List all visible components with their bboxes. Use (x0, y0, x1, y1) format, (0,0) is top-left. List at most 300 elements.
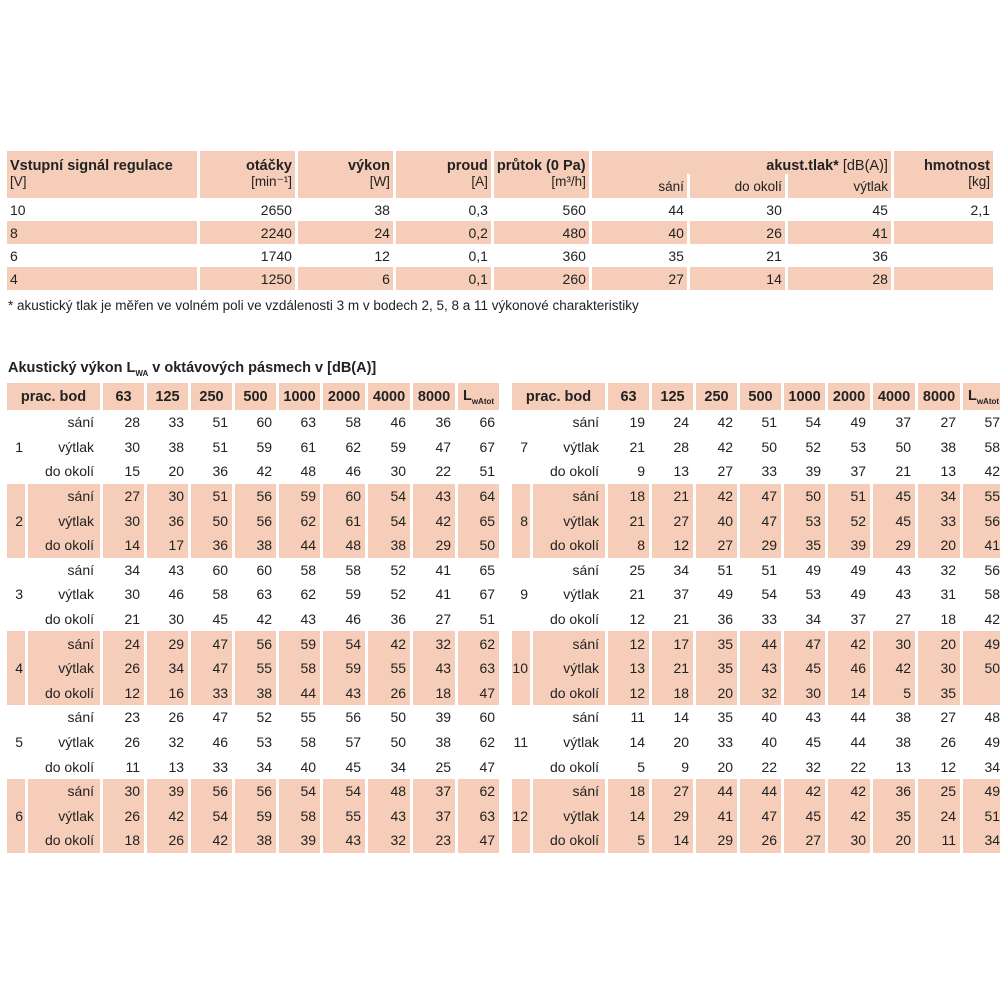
table-cell: 53 (805, 512, 822, 529)
table-row (512, 484, 1000, 509)
table-cell: 42 (168, 807, 185, 824)
octave-table-left (4, 383, 502, 853)
point-number (512, 681, 530, 706)
table-cell: 13 (673, 463, 690, 480)
table-cell: 39 (805, 463, 822, 480)
table-cell: 51 (761, 414, 778, 431)
table-cell: 12 (124, 684, 141, 701)
table-cell: 24 (298, 221, 393, 244)
table-cell: 38 (895, 709, 912, 726)
table-cell: 18 (124, 832, 141, 849)
table-cell: 27 (895, 611, 912, 628)
table-cell: 42 (717, 488, 734, 505)
table-cell: 30 (168, 611, 185, 628)
table-cell: 34 (805, 611, 822, 628)
table-cell: 30 (124, 586, 141, 603)
table-cell: 40 (592, 221, 687, 244)
table-cell: 58 (984, 586, 1000, 603)
row-label: výtlak (58, 586, 95, 603)
table-row (7, 508, 499, 533)
row-label: do okolí (549, 684, 600, 701)
table-cell: 42 (256, 611, 273, 628)
table-cell: 27 (673, 783, 690, 800)
table-cell: 14 (673, 709, 690, 726)
table-cell: 34 (673, 561, 690, 578)
row-label: výtlak (58, 660, 95, 677)
row-label: do okolí (549, 463, 600, 480)
row-label: výtlak (563, 734, 600, 751)
table-cell: 59 (256, 807, 273, 824)
band-header: 63 (103, 383, 144, 410)
table-cell: 61 (300, 438, 317, 455)
table-cell: 4 (7, 267, 197, 290)
table-cell: 27 (940, 709, 957, 726)
table-cell: 5 (637, 758, 646, 775)
table-cell: 38 (435, 734, 452, 751)
table-row (512, 754, 1000, 779)
table-cell: 0,2 (396, 221, 491, 244)
table-cell: 21 (895, 463, 912, 480)
row-label: do okolí (44, 832, 95, 849)
table-cell: 28 (124, 414, 141, 431)
table-cell: 59 (300, 488, 317, 505)
table-row (512, 656, 1000, 681)
table-cell: 50 (390, 709, 407, 726)
row-label: sání (67, 709, 95, 726)
section-title (8, 360, 376, 378)
table-row (512, 779, 1000, 804)
table-cell: 51 (479, 611, 496, 628)
table-cell: 38 (256, 684, 273, 701)
point-number (512, 631, 530, 656)
table-cell: 54 (805, 414, 822, 431)
table-cell: 22 (761, 758, 778, 775)
table-cell: 51 (984, 807, 1000, 824)
table-cell: 0,1 (468, 247, 488, 264)
table-cell: 21 (629, 512, 646, 529)
table-cell: 21 (673, 660, 690, 677)
table-cell: 18 (629, 488, 646, 505)
table-cell: 41 (435, 586, 452, 603)
table-cell: 30 (124, 783, 141, 800)
table-cell (894, 267, 993, 290)
table-cell: 32 (805, 758, 822, 775)
table-cell: 47 (805, 635, 822, 652)
octave-header-row (7, 383, 499, 410)
weight-header: hmotnost (894, 151, 993, 174)
octave-body-right (512, 410, 1000, 853)
table-cell: 29 (717, 832, 734, 849)
point-number: 1 (15, 438, 23, 455)
band-header: 500 (740, 383, 781, 410)
sani-subheader: sání (592, 174, 687, 198)
lwatot-header (458, 383, 499, 410)
table-cell: 56 (212, 783, 229, 800)
table-cell: 11 (941, 832, 957, 849)
table-cell: 53 (256, 734, 273, 751)
table-cell: 29 (168, 635, 185, 652)
table-cell: 46 (390, 414, 407, 431)
table-cell: 6 (298, 267, 393, 290)
table-cell: 29 (761, 537, 778, 554)
table-cell: 1740 (260, 247, 292, 264)
power-unit: [W] (298, 174, 393, 198)
row-label: do okolí (549, 537, 600, 554)
table-cell: 33 (761, 463, 778, 480)
table-cell: 52 (390, 586, 407, 603)
table-row (512, 631, 1000, 656)
band-header: 2000 (828, 383, 870, 410)
table-cell: 63 (256, 586, 273, 603)
table-cell: 26 (124, 807, 141, 824)
table-cell: 45 (872, 201, 888, 218)
table-cell: 50 (895, 438, 912, 455)
table-cell: 45 (805, 807, 822, 824)
table-cell: 5 (637, 832, 646, 849)
table-cell: 19 (629, 414, 646, 431)
table-cell: 49 (850, 561, 867, 578)
signal-unit: [V] (7, 174, 197, 198)
table-cell: 55 (256, 660, 273, 677)
table-cell: 24 (124, 635, 141, 652)
octave-table-right (509, 383, 1000, 853)
table-cell: 47 (761, 512, 778, 529)
table-cell: 2,1 (970, 201, 990, 218)
table-cell: 42 (895, 660, 912, 677)
table-cell: 43 (300, 611, 317, 628)
table-row (7, 435, 499, 460)
table-cell: 27 (435, 611, 452, 628)
table-cell: 47 (761, 488, 778, 505)
table-cell: 20 (940, 537, 957, 554)
row-label: výtlak (563, 660, 600, 677)
table-cell: 62 (479, 734, 496, 751)
table-row (512, 508, 1000, 533)
point-number: 5 (15, 734, 23, 751)
table-cell (963, 681, 1000, 706)
table-row (512, 435, 1000, 460)
row-label: do okolí (549, 832, 600, 849)
table-cell: 56 (256, 488, 273, 505)
table-cell: 47 (212, 635, 229, 652)
table-cell: 51 (212, 414, 229, 431)
table-cell: 51 (761, 561, 778, 578)
table-cell: 35 (668, 247, 684, 264)
table-cell: 32 (761, 684, 778, 701)
table-cell: 27 (940, 414, 957, 431)
table-cell: 2240 (200, 221, 295, 244)
table-cell: 33 (717, 734, 734, 751)
flow-unit: [m³/h] (494, 174, 589, 198)
table-row (512, 558, 1000, 583)
table-row (7, 244, 993, 267)
table-cell: 42 (717, 414, 734, 431)
table-cell: 46 (168, 586, 185, 603)
table-cell: 14 (690, 267, 785, 290)
table-cell: 24 (940, 807, 957, 824)
table-cell: 42 (390, 635, 407, 652)
band-header: 63 (608, 383, 649, 410)
table-cell: 42 (984, 611, 1000, 628)
point-number: 3 (15, 586, 23, 603)
table-cell: 37 (435, 807, 452, 824)
section-title-post: v oktávových pásmech v [dB(A)] (148, 360, 377, 376)
table-cell: 21 (124, 611, 141, 628)
point-number (512, 410, 530, 435)
table-cell: 24 (673, 414, 690, 431)
point-number (512, 779, 530, 804)
table-cell: 58 (345, 414, 362, 431)
table-cell: 29 (895, 537, 912, 554)
table-cell: 27 (124, 488, 141, 505)
table-cell: 50 (984, 660, 1000, 677)
table-cell: 58 (345, 561, 362, 578)
table-cell: 43 (895, 586, 912, 603)
table-cell: 37 (895, 414, 912, 431)
band-header: 250 (191, 383, 232, 410)
table-cell: 34 (984, 832, 1000, 849)
table-cell: 60 (345, 488, 362, 505)
table-row (7, 267, 993, 290)
table-cell: 34 (984, 758, 1000, 775)
row-label: výtlak (58, 438, 95, 455)
row-label: sání (572, 783, 600, 800)
table-cell: 56 (256, 635, 273, 652)
table-cell: 58 (212, 586, 229, 603)
table-cell: 42 (212, 832, 229, 849)
table-cell: 21 (629, 586, 646, 603)
band-header: 1000 (279, 383, 320, 410)
table-cell: 43 (345, 684, 362, 701)
table-cell: 55 (984, 488, 1000, 505)
table-cell: 67 (479, 586, 496, 603)
table-cell: 41 (788, 221, 891, 244)
flow-header: průtok (0 Pa) (494, 151, 589, 174)
band-header: 500 (235, 383, 276, 410)
table-row (512, 681, 1000, 706)
table-cell: 13 (940, 463, 957, 480)
table-cell: 41 (717, 807, 734, 824)
table-row (7, 198, 993, 221)
table-cell: 43 (805, 709, 822, 726)
table-cell: 27 (592, 267, 687, 290)
point-number: 12 (512, 807, 528, 824)
table-cell: 62 (479, 635, 496, 652)
row-label: do okolí (44, 684, 95, 701)
table-cell: 42 (850, 635, 867, 652)
point-number (512, 828, 530, 853)
table-cell: 42 (435, 512, 452, 529)
table-cell: 62 (479, 783, 496, 800)
table-cell: 57 (984, 414, 1000, 431)
table-cell: 36 (435, 414, 452, 431)
table-cell: 42 (805, 783, 822, 800)
point-number (512, 705, 530, 730)
table-cell: 46 (345, 611, 362, 628)
table-cell: 42 (717, 438, 734, 455)
table-row (7, 459, 499, 484)
table-cell: 260 (494, 267, 589, 290)
point-number (7, 533, 25, 558)
table-cell: 30 (895, 635, 912, 652)
table-cell: 22 (435, 463, 452, 480)
table-cell: 56 (256, 783, 273, 800)
table-cell: 14 (850, 684, 867, 701)
table-cell: 40 (761, 709, 778, 726)
table-cell: 33 (940, 512, 957, 529)
table-cell: 38 (390, 537, 407, 554)
table-cell: 59 (390, 438, 407, 455)
table-cell (894, 244, 993, 267)
current-header: proud (396, 151, 491, 174)
table-cell: 13 (895, 758, 912, 775)
point-number (512, 558, 530, 583)
table-cell: 20 (168, 463, 185, 480)
table-cell: 37 (673, 586, 690, 603)
table-cell: 50 (212, 512, 229, 529)
table-row (7, 533, 499, 558)
table-row (512, 730, 1000, 755)
table-row (7, 410, 499, 435)
table-cell: 33 (212, 684, 229, 701)
point-number (7, 754, 25, 779)
octave-body-left (7, 410, 499, 853)
table-cell: 29 (435, 537, 452, 554)
table-cell: 43 (761, 660, 778, 677)
lwatot-sub: wAtot (471, 396, 495, 406)
table-cell: 12 (673, 537, 690, 554)
prac-bod-header: prac. bod (7, 383, 100, 410)
row-label: sání (572, 488, 600, 505)
table-cell: 49 (984, 635, 1000, 652)
table-cell: 26 (168, 709, 185, 726)
table-cell: 26 (390, 684, 407, 701)
table-cell: 16 (168, 684, 185, 701)
table-cell: 11 (630, 709, 646, 726)
table-cell: 27 (717, 463, 734, 480)
sound-pressure-unit: [dB(A)] (838, 158, 888, 174)
table-cell: 34 (124, 561, 141, 578)
signal-header: Vstupní signál regulace (7, 151, 197, 174)
table-cell: 42 (984, 463, 1000, 480)
table-cell: 30 (766, 201, 782, 218)
table-cell: 49 (850, 586, 867, 603)
point-number (7, 681, 25, 706)
table-cell: 40 (717, 512, 734, 529)
table-cell: 12 (940, 758, 957, 775)
row-label: výtlak (563, 512, 600, 529)
table-cell: 47 (212, 709, 229, 726)
table-cell: 52 (256, 709, 273, 726)
table-cell: 34 (256, 758, 273, 775)
table-cell: 2650 (260, 201, 292, 218)
table-cell: 39 (850, 537, 867, 554)
table-cell: 39 (168, 783, 185, 800)
band-header: 125 (147, 383, 188, 410)
band-header: 4000 (873, 383, 915, 410)
table-cell: 480 (494, 221, 589, 244)
point-number: 6 (15, 807, 23, 824)
table-cell: 50 (805, 488, 822, 505)
table-cell: 36 (390, 611, 407, 628)
table-row (7, 681, 499, 706)
row-label: sání (67, 414, 95, 431)
table-cell: 54 (345, 783, 362, 800)
table-cell: 65 (479, 512, 496, 529)
table-cell: 57 (345, 734, 362, 751)
table-cell: 0,3 (468, 201, 488, 218)
table-cell: 45 (895, 512, 912, 529)
table-cell: 45 (805, 734, 822, 751)
table-cell: 62 (345, 438, 362, 455)
table-cell: 360 (562, 247, 586, 264)
table-cell: 52 (805, 438, 822, 455)
point-number (512, 533, 530, 558)
table-cell: 35 (805, 537, 822, 554)
table-cell: 30 (805, 684, 822, 701)
table-cell: 38 (895, 734, 912, 751)
table-cell: 27 (805, 832, 822, 849)
table-cell: 26 (168, 832, 185, 849)
table-cell: 21 (673, 611, 690, 628)
table-cell: 1250 (200, 267, 295, 290)
table-cell: 30 (850, 832, 867, 849)
table-cell: 5 (903, 684, 912, 701)
table-row (7, 804, 499, 829)
okoli-subheader: do okolí (690, 174, 785, 198)
table-cell: 47 (435, 438, 452, 455)
table-row (512, 705, 1000, 730)
table-cell: 39 (300, 832, 317, 849)
row-label: sání (572, 709, 600, 726)
table-row (7, 484, 499, 509)
table-cell: 48 (345, 537, 362, 554)
footnote: * akustický tlak je měřen ve volném poli ve vzdálenosti 3 m v bodech 2, 5, 8 a 11 výkonové charakteristiky (8, 298, 639, 313)
table-cell: 63 (479, 807, 496, 824)
table-cell: 54 (300, 783, 317, 800)
fan-parameters-table (4, 151, 996, 290)
table-cell: 52 (850, 512, 867, 529)
table-cell: 45 (345, 758, 362, 775)
table-cell: 26 (690, 221, 785, 244)
row-label: do okolí (44, 758, 95, 775)
row-label: sání (572, 414, 600, 431)
table-cell: 45 (895, 488, 912, 505)
row-label: výtlak (58, 807, 95, 824)
band-header: 125 (652, 383, 693, 410)
row-label: do okolí (44, 537, 95, 554)
prac-bod-header: prac. bod (512, 383, 605, 410)
table-row (512, 828, 1000, 853)
band-header: 8000 (413, 383, 455, 410)
table-cell: 43 (435, 488, 452, 505)
table-cell: 55 (345, 807, 362, 824)
band-header: 250 (696, 383, 737, 410)
table-cell: 53 (805, 586, 822, 603)
table-cell: 50 (479, 537, 496, 554)
table-cell: 54 (345, 635, 362, 652)
table-row (7, 558, 499, 583)
table-cell: 58 (300, 734, 317, 751)
table-cell: 51 (717, 561, 734, 578)
table-cell: 47 (479, 684, 496, 701)
point-number: 4 (15, 660, 23, 677)
table-cell: 21 (629, 438, 646, 455)
table-cell: 38 (256, 832, 273, 849)
table-cell: 36 (168, 512, 185, 529)
section-title-pre: Akustický výkon L (8, 360, 136, 376)
row-label: sání (572, 635, 600, 652)
